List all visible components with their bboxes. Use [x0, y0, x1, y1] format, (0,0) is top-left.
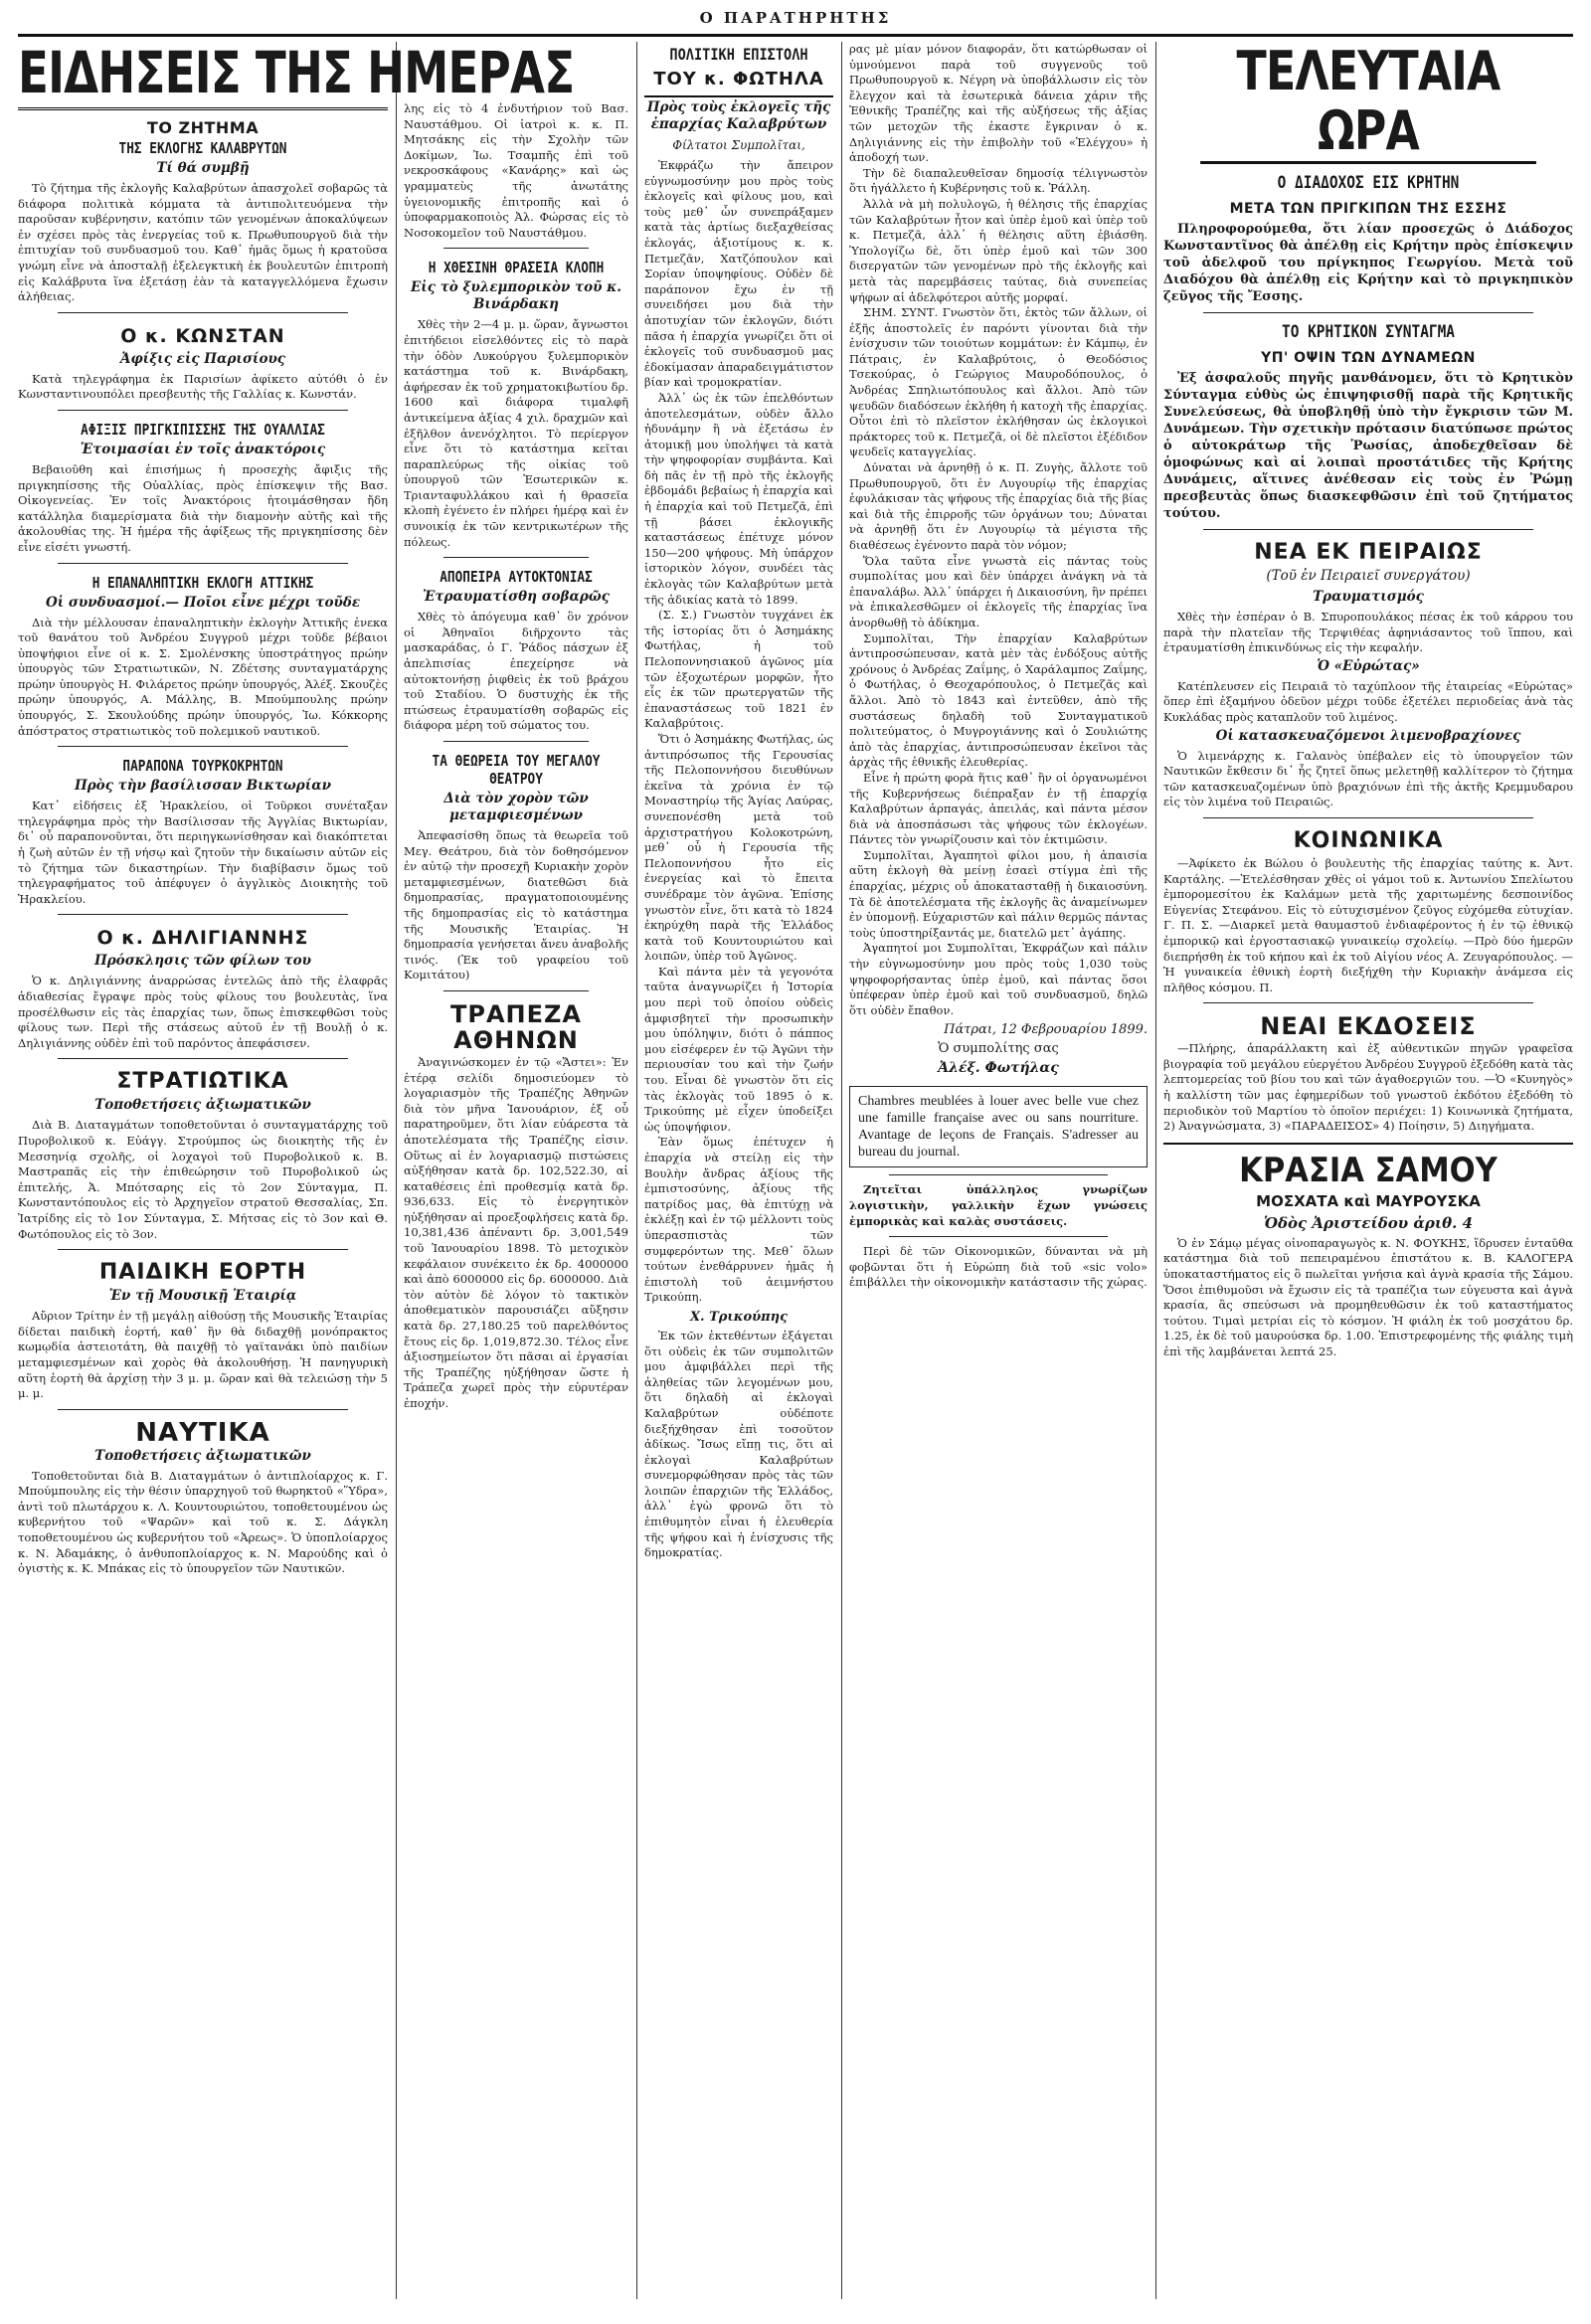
divider: [1203, 817, 1533, 818]
letter-author: ΤΟΥ κ. ΦΩΤΗΛΑ: [644, 67, 833, 97]
masthead-text: Ο ΠΑΡΑΤΗΡΗΤΗΣ: [699, 9, 892, 27]
ad-body: Ὁ ἐν Σάμῳ μέγας οἰνοπαραγωγὸς κ. Ν. ΦΟΥΚΗΣ, ἵδρυσεν ἐνταῦθα κατάστημα διὰ τοῦ πεπειραμένου ἐπιστάτου κ. Β. ΚΑΛΟΓΕΡΑ ὑποκαταστήματος εἰς ὃ πωλεῖται γνήσια καὶ ἁγνὰ κρασία τῆς Σάμου. Ὅσοι ἐπιθυμοῦσι νὰ ἔχωσιν εἰς τὰ τραπέζια των εὐγευστα καὶ ἀγνὰ κρασία, ἂς σπεύσωσι νὰ προμηθευθῶσιν ἐκ τοῦ καταστήματος τούτου. Τιμαὶ μετρίαι εἰς τὸ κόσμον. Ἡ φιάλη ἐκ τοῦ μοσχάτου δρ. 1.25, ἐκ δὲ τοῦ μαυρούσκα δρ. 1.00. Ἐπιστρεφομένης τῆς φιάλης τιμὴ ἐπὶ τῆς λαμβάνεται λεπτά 25.: [1163, 1235, 1573, 1358]
article-body: Χθὲς τὸ ἀπόγευμα καθ᾽ ὃν χρόνον οἱ Ἀθηναῖοι διῆρχοντο τὰς μασκαράδας, ὁ Γ. Ῥάδος πάσχων ἐξ ἀπελπισίας ἐπεχείρησε νὰ αὐτοκτονήσῃ ῥιφθεὶς ἐκ τοῦ βράχου τοῦ Σταδίου. Ὁ δυστυχὴς ἐκ τῆς πτώσεως ἐτραυματίσθη σοβαρῶς εἰς διάφορα μέρη τοῦ σώματος του.: [404, 610, 628, 733]
letter-closing: Ὁ συμπολίτης σας: [938, 1041, 1059, 1057]
column-divider: [1155, 42, 1156, 2299]
article-body: Τοποθετοῦνται διὰ Β. Διαταγμάτων ὁ ἀντιπλοίαρχος κ. Γ. Μπούμπουλης εἰς τὴν θέσιν ὑπαρχηγοῦ τοῦ θωρηκτοῦ «Ὕδρα», ἀντὶ τοῦ πλωτάρχου κ. Λ. Κουντουριώτου, τοποθετουμένου ὡς κυβερνήτου τοῦ «Ψαρῶν» καὶ τοῦ κ. Σ. Δάγκλη τοποθετουμένου ὡς κυβερνήτου τοῦ «Ἀρεως». Ὁ ὑποπλοίαρχος κ. Ν. Ἀδαμάκης, ὁ ἀνθυποπλοίαρχος κ. Ν. Μαρούδης καὶ ὁ ὀγιστὴς κ. Κ. Μπάκας εἰς τὸ ὑπουργεῖον τῶν Ναυτικῶν.: [18, 1468, 388, 1576]
article-body: Βεβαιοῦθη καὶ ἐπισήμως ἡ προσεχὴς ἄφιξις τῆς πριγκηπίσσης τῆς Οὐαλλίας, πρὸς ἐπίσκεψιν τῆς Βασ. Οἰκογενείας. Ἐν τοῖς Ἀνακτόροις ἡτοιμάσθησαν ἤδη κατάλληλα διαμερίσματα διὰ τὴν διαμονὴν αὐτῆς καὶ τῆς ἀκολουθίας της. Ἡ ἡμέρα τῆς ἀφίξεως τῆς πριγκηπίσσης δὲν εἶνε εἰσέτι γνωστή.: [18, 461, 388, 554]
article-subtitle: ΥΠ' ΟΨΙΝ ΤΩΝ ΔΥΝΑΜΕΩΝ: [1261, 350, 1476, 366]
article-body: Κατὰ τηλεγράφημα ἐκ Παρισίων ἀφίκετο αὐτόθι ὁ ἐν Κωνσταντινουπόλει πρεσβευτὴς τῆς Γαλλίας κ. Κωνστάν.: [18, 371, 388, 402]
article-body: Ὁ λιμενάρχης κ. Γαλανὸς ὑπέβαλεν εἰς τὸ ὑπουργεῖον τῶν Ναυτικῶν ἔκθεσιν δι᾽ ἧς ζητεῖ ὅπως μελετηθῇ καλλίτερον τὸ ζήτημα τῶν κατασκευαζομένων ὑπὸ βραχιόνων ἐπὶ τῆς ἀκτῆς Κρεμμυδαρου εἰς τὸν λιμένα τοῦ Πειραιῶς.: [1163, 748, 1573, 809]
letter-signature: Ἀλέξ. Φωτήλας: [938, 1060, 1059, 1077]
divider: [58, 1249, 348, 1250]
article-subtitle: Πρόσκλησις τῶν φίλων του: [93, 953, 312, 970]
letter-subtitle: Πρὸς τοὺς ἐκλογεῖς τῆς ἐπαρχίας Καλαβρύτων: [646, 99, 831, 132]
article-title: ΤΟ ΖΗΤΗΜΑ: [146, 118, 260, 137]
letter-body: (Σ. Σ.) Γνωστὸν τυγχάνει ἐκ τῆς ἱστορίας ὅτι ὁ Ἀσημάκης Φωτήλας, ἡ τοῦ Πελοποννησιακοῦ ἀγῶνος μία τῶν ἐξοχωτέρων μορφῶν, ἦτο εἷς ἐκ τῶν πρωτεργατῶν τῆς ἐπαναστάσεως τοῦ 1821 ἐν Καλαβρύτοις.: [644, 608, 833, 731]
article-kicker: Τί θά συμβῇ: [156, 160, 250, 176]
article-body: Ἀπεφασίσθη ὅπως τὰ θεωρεῖα τοῦ Μεγ. Θεάτρου, διὰ τὸν δοθησόμενον ἐν αὐτῷ τὴν προσεχῆ Κυριακὴν χορὸν μεταμφιεσμένων, διατεθῶσι διὰ δημοπρασίας, πραγματοποιουμένης τῆς δημοπρασίας εἰς τὸ κατάστημα τῆς Μουσικῆς Ἑταιρίας. Ἡ δημοπρασία γενήσεται ἄνευ ἀναβολῆς τινός. (Ἐκ τοῦ γραφείου τοῦ Κομιτάτου): [404, 828, 628, 983]
divider: [58, 1409, 348, 1410]
article-title: ΝΕΑ ΕΚ ΠΕΙΡΑΙΩΣ: [1254, 540, 1483, 565]
article-body: —Ἀφίκετο ἐκ Βώλου ὁ βουλευτὴς τῆς ἐπαρχίας ταύτης κ. Ἀντ. Καρτάλης. —Ἐτελέσθησαν χθὲς οἱ γάμοι τοῦ κ. Ἀντωνίου Σπελίωτου ἐμπορομεσίτου ἐκ Καλάμων μετὰ τῆς χαριτωμένης δεσποινίδος Εὐγενίας Στεφάνου. Εἰς τὸ εὐτυχισμένον ζεῦγος εὐχόμεθα εὐτυχίαν. Γ. Π. Σ. —Διαρκεῖ μετὰ θαυμαστοῦ ἐνδιαφέροντος ἡ ἐν τῷ ἐθνικῷ ἐμπορικῷ καὶ ἐργοστασιακῷ γυναικείῳ σχολείῳ. —Πρὸ δύο ἡμερῶν διεπρήσθη ἐκ τοῦ κήπου καὶ ἐκ τοῦ Αἰγίου νέος Α. Ζευγαρόπουλος. —Ἡ γυναικεία ἐθνικὴ ἑορτὴ διεξήχθη τὴν Κυριακὴν ἀνάμεσα εἰς πλῆθος κόσμου. Π.: [1163, 855, 1573, 994]
article-subtitle: Τραυματισμός: [1313, 589, 1424, 605]
ad-address: Ὁδὸς Ἀριστείδου ἀριθ. 4: [1263, 1213, 1474, 1232]
letter-body: Ὅλα ταῦτα εἶνε γνωστὰ εἰς πάντας τοὺς συμπολίτας μου καὶ δὲν ὑπάρχει ἀνάγκη νὰ τὰ ἐπαναλάβω. Ἀλλ᾽ ὑπάρχει ἡ Δικαιοσύνη, ἣν πρέπει νὰ ἐπικαλεσθῶμεν οἱ ἐκλογεῖς τῆς ἐπαρχίας ἵνα ἀνορθωθῇ τὸ ἀδίκημα.: [849, 553, 1148, 629]
letter-body: Ἀγαπητοί μοι Συμπολῖται, Ἐκφράζων καὶ πάλιν τὴν εὐγνωμοσύνην μου πρὸς τοὺς 1,030 τοὺς ψηφοφορήσαντας ὑπὲρ ἐμοῦ, καὶ πάντας ὅσοι ὑπέφεραν ὑπὲρ ἐμοῦ καὶ τοῦ συνδυασμοῦ, δηλῶ ὅτι οὐδὲν ἔπαθον.: [849, 941, 1148, 1017]
letter-body: Ὅτι ὁ Ἀσημάκης Φωτήλας, ὡς ἀντιπρόσωπος τῆς Γερουσίας τῆς Πελοποννήσου διευθύνων ἐκεῖνα τὰ χρόνια ἐν τῷ Μοναστηρίῳ τῆς Ἁγίας Λαύρας, συνεπονέσθη μετὰ τοῦ ἀρχιστρατήγου Κολοκοτρώνη, μεθ᾽ οὗ ἡ Γερουσία τῆς Πελοποννήσου ἦτο εἰς ἐνεργείας καὶ τὸ ἔπειτα συνέδραμε τὸν ἀγῶνα. Ἐπίσης γνωστὸν εἶνε, ὅτι κατὰ τὸ 1824 ἐκηρύχθη παρὰ τῆς Ἑλλάδος κατὰ τοῦ Κουντουριώτου καὶ λοιπῶν, ὑπὲρ τοῦ Ἀγῶνος.: [644, 731, 833, 964]
article-title: Ο ΔΙΑΔΟΧΟΣ ΕΙΣ ΚΡΗΤΗΝ: [1277, 173, 1460, 193]
letter-quoted-signature: Χ. Τρικούπης: [689, 1309, 789, 1325]
article-body: Κατέπλευσεν εἰς Πειραιᾶ τὸ ταχύπλοον τῆς ἑταιρείας «Εὐρώτας» ὅπερ ἐπὶ ἐξαμήνου ὁδεῦον μέχρι τοῦδε ἐξετέλει περιοδείας ἀνὰ τὰς Κυκλάδας πρὸς καταπλοῦν τοῦ λιμένος.: [1163, 678, 1573, 724]
news-banner: ΕΙΔΗΣΕΙΣ ΤΗΣ ΗΜΕΡΑΣ: [18, 42, 388, 110]
article-subtitle: Ἀφίξις εἰς Παρισίους: [119, 350, 286, 367]
article-body: Πληροφορούμεθα, ὅτι λίαν προσεχῶς ὁ Διάδοχος Κωνσταντῖνος θὰ ἀπέλθῃ εἰς Κρήτην πρὸς ἐπίσκεψιν τοῦ ἀδελφοῦ του πρίγκηπος Γεωργίου. Μετὰ τοῦ Διαδόχου θὰ ἀπέλθῃ εἰς Κρήτην καὶ τὸ πριγκηπικὸν ζεῦγος τῆς Ἔσσης.: [1163, 222, 1573, 304]
column-political-letter: [644, 42, 833, 2299]
wine-advertisement: [1163, 1143, 1573, 1360]
article-body: —Πλήρης, ἀπαράλλακτη καὶ ἐξ αὐθεντικῶν πηγῶν γραφεῖσα βιογραφία τοῦ μεγάλου εὐεργέτου Ἀνδρέου Συγγροῦ ἐξεδόθη κατὰ τὰς λεπτομερείας τοῦ βίου του καὶ τῶν ἀγαθοεργιῶν του. —Ὁ «Κυνηγὸς» ἡ καλλίστη τῶν μας ἐφημερίδων τοῦ γνωστοῦ ἐκδότου ἐξεδόθη τὸ περιοδικὸν τοῦ Μαρτίου τὸ ὁποῖον περιέχει: 1) Κοινωνικὰ ζητήματα, 2) Ἀναγνώσματα, 3) «ΠΑΡΑΔΕΙΣΟΣ» 4) Ποίησιν, 5) Διηγήματα.: [1163, 1041, 1573, 1134]
letter-body: Ἐκφράζω τὴν ἄπειρον εὐγνωμοσύνην μου πρὸς τοὺς ἐκλογεῖς καὶ φίλους μου, καὶ τοὺς μεθ᾽ ὧν συνεπράξαμεν κατὰ τὰς ἀρτίως διεξαχθείσας ἐκλογάς, ἀξιοτίμους κ. κ. Πετμεζᾶν, Χατζόπουλον καὶ Σορίαν ὑποψηφίους. Οὐδὲν δὲ παράπονον ἔχω ἐν τῇ συνειδήσει μου διὰ τὴν ἀποτυχίαν τῶν ἐκλογῶν, διότι πᾶσα ἡ ἐπαρχία γνωρίζει ὅτι οἱ ἐκλογεῖς τοῦ συνδυασμοῦ μας ἐδοκίμασαν ἀπαραδειγμάτιστον βίαν καὶ τρομοκρατίαν.: [644, 158, 833, 390]
column-latest-hour: [1163, 42, 1573, 2299]
article-title: ΑΦΙΞΙΣ ΠΡΙΓΚΙΠΙΣΣΗΣ ΤΗΣ ΟΥΑΛΛΙΑΣ: [81, 420, 325, 439]
column-divider: [636, 42, 637, 2299]
divider: [1203, 529, 1533, 530]
divider: [443, 990, 589, 991]
divider: [443, 557, 589, 558]
article-subtitle: Πρὸς τὴν βασίλισσαν Βικτωρίαν: [74, 778, 332, 795]
latest-hour-banner: ΤΕΛΕΥΤΑΙΑ ΩΡΑ: [1200, 42, 1536, 164]
letter-body: Συμπολῖται, Τὴν ἐπαρχίαν Καλαβρύτων ἀντιπροσώπευσαν, κατὰ μὲν τὰς ἐνδόξους αὐτῆς χρόνους ὁ Ἀνδρέας Ζαΐμης, ὁ Χαράλαμπος Ζαΐμης, ὁ Φωτήλας, ὁ Θεοχαρόπουλος, ὁ Πετμεζᾶς καὶ ἄλλοι. Ἀπὸ τὸ 1843 καὶ ἐντεῦθεν, ἀπὸ τῆς συστάσεως δηλαδὴ τοῦ Συνταγματικοῦ πολιτεύματος, ὁ Μυγρογιάννης καὶ ὁ Σουλιώτης ἀπὸ τὰς ἐπαρχίας, ἀντιπροσώπευσαν ἐκεῖνοι τὰς ἀρχὰς τῆς ἐθνικῆς ἐλευθερίας.: [849, 630, 1148, 770]
french-classified-ad: [849, 1086, 1148, 1167]
masthead: [18, 8, 1573, 34]
divider: [1203, 1002, 1533, 1003]
article-title: Η ΧΘΕΣΙΝΗ ΘΡΑΣΕΙΑ ΚΛΟΠΗ: [428, 259, 605, 277]
banner-spacer: [404, 42, 628, 101]
article-subtitle: Εἰς τὸ ξυλεμπορικὸν τοῦ κ. Βινάρδακη: [410, 279, 621, 313]
article-title: ΠΑΡΑΠΟΝΑ ΤΟΥΡΚΟΚΡΗΤΩΝ: [122, 757, 283, 776]
article-body: Ἐξ ἀσφαλοῦς πηγῆς μανθάνομεν, ὅτι τὸ Κρητικὸν Σύνταγμα εὐθὺς ὡς ἐπιψηφισθῇ παρὰ τῆς Κρητικῆς Συνελεύσεως, θὰ ὑποβληθῇ ὑπὸ τὴν ἔγκρισιν τῶν Μ. Δυνάμεων. Τὴν σχετικὴν πρότασιν διατύπωσε πρώτος ὁ αὐτοκράτωρ τῆς Ῥωσίας, ἀποδεχθεῖσαν δὲ ὁμοφώνως καὶ αἱ λοιπαὶ προστάτιδες τῆς Κρήτης Δυνάμεις, αἵτινες ἀνέθεσαν εἰς τοὺς ἐν Ῥώμῃ πρεσβευτὰς ὅπως διασκεφθῶσιν ἐπὶ τοῦ ζητήματος τούτου.: [1163, 371, 1573, 521]
ad-subtitle: ΜΟΣΧΑΤΑ καὶ ΜΑΥΡΟΥΣΚΑ: [1256, 1191, 1481, 1210]
divider: [58, 563, 348, 564]
article-byline: (Τοῦ ἐν Πειραιεῖ συνεργάτου): [1266, 568, 1471, 584]
article-title: ΤΑ ΘΕΩΡΕΙΑ ΤΟΥ ΜΕΓΑΛΟΥ ΘΕΑΤΡΟΥ: [432, 752, 601, 788]
classified-notice: Ζητεῖται ὑπάλληλος γνωρίζων λογιστικὴν, γαλλικὴν ἔχων γνώσεις ἐμπορικὰς καὶ καλὰς συστάσεις.: [849, 1182, 1148, 1228]
article-title: ΠΑΙΔΙΚΗ ΕΟΡΤΗ: [98, 1260, 307, 1286]
letter-body: Ἀλλ᾽ ὡς ἐκ τῶν ἐπελθόντων ἀποτελεσμάτων, οὐδὲν ἄλλο ἠδυνάμην ἢ νὰ ἐξετάσω ἐν ἀτομικῇ μου ὑπολήψει τὰ κατὰ τὴν ψηφοφορίαν συμβάντα. Καὶ δὴ πᾶς ἐν τῇ πρὸ τῆς ἐκλογῆς ἑβδομάδι βεβαίως ἡ ἐπαρχία καὶ ἡ ἐπαρχία καὶ τοῦ Πετμεζᾶ, ἐπὶ τῇ βάσει ἐκλογικῆς καταστάσεως ἐπέτυχε μόνον 150—200 ψήφους. Μὴ ὑπάρχον ἱστορικὸν λόγον, συνδέει τὰς ἐκλογὰς τῶν Καλαβρύτων μετὰ τῆς ἀδικίας κατὰ τὸ 1899.: [644, 390, 833, 607]
article-body: Χθὲς τὴν 2—4 μ. μ. ὥραν, ἄγνωστοι ἐπιτήδειοι εἰσελθόντες εἰς τὸ παρὰ τὴν ὁδὸν Λυκούργου ξυλεμπορικὸν κατάστημα τοῦ κ. Βινάρδακη, ἀφήρεσαν ἐκ τοῦ χρηματοκιβωτίου δρ. 1600 καὶ διάφορα τιμαλφῆ ἀντικείμενα ἀξίας 4 χιλ. δραχμῶν καὶ ἐξῆλθον ἀνενόχλητοι. Τὸ περίεργον εἶνε ὅτι τὸ κατάστημα κεῖται παραπλεύρως τῆς οἰκίας τοῦ ὑπουργοῦ τῶν Ἐσωτερικῶν κ. Τριανταφυλλάκου καὶ ἡ θρασεῖα κλοπὴ ἐγένετο ἐν πλήρει ἡμέρᾳ καὶ ἐν συνοικίᾳ ἐκ τῶν κεντρικωτέρων τῆς πόλεως.: [404, 317, 628, 549]
notice-body: Περὶ δὲ τῶν Οἰκονομικῶν, δύνανται νὰ μὴ φοβῶνται ὅτι ἡ Εὐρώπη διὰ τοῦ «sic volo» ἐπιβάλλει τὴν οἰκονομικὴν κατάστασιν τῆς χώρας.: [849, 1244, 1148, 1290]
letter-body: Τὴν δὲ διαπαλευθεῖσαν δημοσίᾳ τέλιγνωστὸν ὅτι ἠγάλλετο ἡ Κυβέρνησις τοῦ κ. Ῥάλλη.: [849, 165, 1148, 196]
divider: [443, 741, 589, 742]
article-body: λης εἰς τὸ 4 ἐνδυτήριον τοῦ Βασ. Ναυστάθμου. Οἱ ἰατροὶ κ. κ. Π. Μητσάκης εἰς τὴν Σχολὴν τῶν Δοκίμων, Ἰω. Τσαμπῆς ἐπὶ τοῦ νεκροσκάφους «Κανάρης» καὶ ὡς γραμματεὺς τῆς ἀνωτάτης ὑγειονομικῆς ἐπιτροπῆς καὶ ὁ ὑποφαρμακοποιὸς Ἀλ. Φώρσας εἰς τὸ Νοσοκομεῖον τοῦ Ναυστάθμου.: [404, 101, 628, 240]
article-title: Ο κ. ΚΩΝΣΤΑΝ: [120, 324, 285, 347]
divider: [443, 248, 589, 249]
article-body: Χθὲς τὴν ἑσπέραν ὁ Β. Σπυροπουλάκος πέσας ἐκ τοῦ κάρρου του παρὰ τὴν πλατεῖαν τῆς Τερψιθέας ἀφηνιάσαντος τοῦ ἵππου, καὶ ἐτραυματίσθη ἐπικινδύνως εἰς τὴν κεφαλήν.: [1163, 610, 1573, 655]
ad-title: ΚΡΑΣΙΑ ΣΑΜΟΥ: [1239, 1150, 1498, 1190]
article-subtitle: ΤΗΣ ΕΚΛΟΓΗΣ ΚΑΛΑΒΡΥΤΩΝ: [118, 139, 287, 157]
divider: [889, 1236, 1108, 1237]
article-body: Ὁ κ. Δηλιγιάννης ἀναρρώσας ἐντελῶς ἀπὸ τῆς ἐλαφρᾶς ἀδιαθεσίας ἔγραψε πρὸς τοὺς φίλους του βουλευτὰς, ἵνα προσέλθωσιν εἰς τὰς ἐπαρχίας των, ὅπως ἐπισκεφθῶσι τοὺς φίλους των. Περὶ τῆς στάσεως αὐτοῦ ἐν τῇ Βουλῇ ὁ κ. Δηλιγιάννης οὐδὲν ἐπὶ τοῦ παρόντος ἀπεφάσισεν.: [18, 974, 388, 1050]
article-title: ΝΑΥΤΙΚΑ: [135, 1417, 270, 1448]
column-letter-continued: [849, 42, 1148, 2299]
article-title: Η ΕΠΑΝΑΛΗΠΤΙΚΗ ΕΚΛΟΓΗ ΑΤΤΙΚΗΣ: [91, 573, 314, 592]
letter-body: ΣΗΜ. ΣΥΝΤ. Γνωστὸν ὅτι, ἐκτὸς τῶν ἄλλων, οἱ ἐξῆς ἀποστολεῖς ἐν παρόντι γίνονται διὰ τὴν ἐνίσχυσιν τῶν τοιούτων κομμάτων: ἐν Κάμπῳ, ἐν Πάτραις, ἐν Καλαβρύτοις, ὁ Θεοδόσιος Τσεκούρας, ὁ Γεώργιος Μαυροδόπουλος, ὁ Ἀνδρέας Σπηλιωτόπουλος καὶ ἄλλοι. Ἀπὸ τῶν ψευδῶν διαδόσεων ἐκλήθη ἡ κατοχὴ τῆς ἐπαρχίας. Οὗτοι ἐπὶ τὸ πλεῖστον ἐκλήθησαν ὡς ἐκλογικοὶ πράκτορες τοῦ κ. Πετμεζᾶ, οἱ δὲ πλεῖστοι ἐξέδιδον ψευδεῖς καταγγελίας.: [849, 305, 1148, 459]
divider: [58, 312, 348, 313]
article-body: Διὰ τὴν μέλλουσαν ἐπαναληπτικὴν ἐκλογὴν Ἀττικῆς ἐνεκα τοῦ θανάτου τοῦ Ἀνδρέου Συγγροῦ μέχρι τοῦδε βέβαιοι ὑποψήφιοι εἶνε οἱ κ. Σ. Σμολένσκης ὑποστράτηγος πρώην ὑπουργὸς τῶν Στρατιωτικῶν, Ν. Ζδέτσης συνταγματάρχης πρώην ὑπουργὸς Η. Φιλάρετος πρώην ὑπουργός, Ἀλέξ. Σκουζὲς πρώην ὑπουργός, Α. Μάλλης, Β. Μπούμπουλης πρώην ὑπουργός, Σ. Σκουλούδης πρώην ὑπουργός, Ἰω. Κόκκορης ἀπόστρατος στρατιωτικὸς τοῦ πολεμικοῦ ναυτικοῦ.: [18, 615, 388, 738]
article-body: Αὔριον Τρίτην ἐν τῇ μεγάλῃ αἰθούσῃ τῆς Μουσικῆς Ἑταιρίας δίδεται παιδικὴ ἑορτή, καθ᾽ ἣν θὰ διδαχθῇ μονόπρακτος κωμῳδία ἀστειοτάτη, θὰ παιχθῇ τὸ γαϊτανάκι ὑπὸ παιδίων μεταμφιεσμένων καὶ χορὸς θὰ ἀκολουθήσῃ. Ἡ πανηγυρικὴ αὕτη ἑορτὴ θὰ ἀρχίσῃ τὴν 3 μ. μ. ὥραν καὶ θὰ τελειώσῃ τὴν 5 μ. μ.: [18, 1309, 388, 1401]
divider: [1203, 312, 1533, 313]
letter-body: Καὶ πάντα μὲν τὰ γεγονότα ταῦτα ἀναγνωρίζει ἡ Ἱστορία μου περὶ τοῦ ὁποίου οὐδεὶς ἀμφισβητεῖ τὴν προσωπικὴν μου ὑπόληψιν, διότι ὁ πάππος μου εἰσέφερεν ἐν τῷ Ἀγῶνι τὴν περιουσίαν του καὶ τὴν ζωήν του. Εἶναι δὲ γνωστὸν ὅτι εἰς τὰς ἐκλογὰς τοῦ 1895 ὁ κ. Τρικούπης μὲ εἶχεν ὑποδείξει ὡς ὑποψήφιον.: [644, 964, 833, 1134]
article-title: ΣΤΡΑΤΙΩΤΙΚΑ: [116, 1069, 289, 1095]
letter-title: ΠΟΛΙΤΙΚΗ ΕΠΙΣΤΟΛΗ: [669, 45, 808, 64]
article-title: ΑΠΟΠΕΙΡΑ ΑΥΤΟΚΤΟΝΙΑΣ: [440, 568, 593, 587]
divider: [58, 746, 348, 747]
divider: [58, 1058, 348, 1059]
article-title: ΚΟΙΝΩΝΙΚΑ: [1293, 827, 1444, 853]
letter-body: Εἶνε ἡ πρώτη φορὰ ἥτις καθ᾽ ἣν οἱ ὀργανωμένοι τῆς Κυβερνήσεως διέπραξαν ἐν τῇ ἐπαρχίᾳ Καλαβρύτων ἁρπαγάς, ἀπειλάς, καὶ πάντα μέσον διὰ νὰ ἀποσπάσωσι τὰς ψήφους τῶν ἐκλογέων. Πάντες τὸν γνωρίζουσιν καὶ τὸν ἐκτιμῶσιν.: [849, 770, 1148, 847]
letter-body: ρας μὲ μίαν μόνον διαφοράν, ὅτι κατώρθωσαν οἱ ὑμνούμενοι παρὰ τοῦ συγγενοῦς τοῦ Πρωθυπουργοῦ κ. Νέγρη νὰ ὑποβάλλωσιν εἰς τὸν ἔλεγχον καὶ τὰ ἐσωτερικὰ δάνεια χάριν τῆς Ἐθνικῆς Τραπέζης καὶ τῆς αὐξήσεως τῆς ἀξίας τῶν μετοχῶν τῆς ἐκαστε ἔγκριναν ὁ κ. Δηλιγιάννης εἰς τὴν ἐπιβολὴν τοῦ «Ἐλέγχου» ἡ ἀποδοχή των.: [849, 42, 1148, 165]
article-title: Ο κ. ΔΗΛΙΓΙΑΝΝΗΣ: [96, 927, 309, 950]
article-subtitle: Τοποθετήσεις ἀξιωματικῶν: [94, 1447, 311, 1464]
article-subtitle: Τοποθετήσεις ἀξιωματικῶν: [94, 1097, 311, 1114]
divider: [58, 914, 348, 915]
article-title: ΤΡΑΠΕΖΑ ΑΘΗΝΩΝ: [450, 999, 582, 1054]
ad-text: Chambres meublées à louer avec belle vue chez une famille française avec ou sans nourriture. Avantage de leçons de Français. S'adresser au bureau du journal.: [858, 1094, 1139, 1161]
article-subtitle: Διὰ τὸν χορὸν τῶν μεταμφιεσμένων: [443, 791, 589, 823]
column-divider: [841, 42, 842, 2299]
letter-body: Ἀλλὰ νὰ μὴ πολυλογῶ, ἡ θέλησις τῆς ἐπαρχίας τῶν Καλαβρύτων ἦτον καὶ ὑπὲρ ἐμοῦ καὶ ὑπὲρ τοῦ κ. Πετμεζᾶ, ἀλλ᾽ ἡ θέλησις αὕτη ἐβιάσθη. Ὑπολογίζω δὲ, ὅτι ὑπὲρ ἐμοῦ καὶ τῶν 300 δισεργατῶν τῶν γενομένων πρὸ τῆς ἐκλογῆς καὶ μετὰ τὰς παρεμβάσεις ταύτας, διὰ συνεπείας ψήφων αἱ ἀδελφότεροι αὐτῆς μορφαί.: [849, 196, 1148, 304]
article-subtitle: ΜΕΤΑ ΤΩΝ ΠΡΙΓΚΙΠΩΝ ΤΗΣ ΕΣΣΗΣ: [1229, 201, 1507, 217]
article-title: ΝΕΑΙ ΕΚΔΟΣΕΙΣ: [1260, 1012, 1477, 1041]
article-subtitle: Ἐτραυματίσθη σοβαρῶς: [423, 589, 610, 606]
article-body-wrap: [1163, 370, 1573, 522]
column-divider: [396, 42, 397, 2299]
divider: [58, 410, 348, 411]
column-two: [404, 42, 628, 2299]
top-rule: [18, 34, 1573, 37]
article-subtitle: Ἑτοιμασίαι ἐν τοῖς ἀνακτόροις: [80, 441, 326, 457]
article-title: ΤΟ ΚΡΗΤΙΚΟΝ ΣΥΝΤΑΓΜΑ: [1281, 322, 1455, 342]
divider: [889, 1174, 1108, 1175]
letter-body: Ἐὰν ὅμως ἐπέτυχεν ἡ ἐπαρχία νὰ στείλῃ εἰς τὴν Βουλὴν ἄνδρας ἀξίους τῆς ἐμπιστοσύνης, ἀξίους τῆς πατρίδος μας, θὰ ἐπιτύχῃ νὰ ἐκλέξῃ καὶ ἐν τῷ μέλλοντι τοὺς ὑπερασπιστὰς τῶν συμφερόντων της. Μεθ᾽ ὅλων τούτων ἐνεθάρρυνεν ἡμᾶς ἡ ἐπιστολὴ τοῦ ἀειμνήστου Τρικούπη.: [644, 1135, 833, 1305]
article-subtitle: Οἱ συνδυασμοί.— Ποῖοι εἶνε μέχρι τοῦδε: [45, 594, 361, 611]
article-body: Κατ᾽ εἰδήσεις ἐξ Ἡρακλείου, οἱ Τοῦρκοι συνέταξαν τηλεγράφημα πρὸς τὴν Βασίλισσαν τῆς Ἀγγλίας Βικτωρίαν, δι᾽ οὗ παραπονοῦνται, ὅτι περιηγκωνίσθησαν καὶ διακόπτεται ἡ ζωὴ αὐτῶν ἐν τῇ νήσῳ καὶ ζητοῦν τὴν δικαίωσιν αὐτῶν εἰς τὸ ζήτημα τῶν δικαστηρίων. Τὴν διαβίβασιν ὅμως τοῦ τηλεγραφήματος τοῦ ἀπέφυγεν ὁ ἀγγλικὸς Διοικητὴς τοῦ Ἡρακλείου.: [18, 799, 388, 906]
article-body: Τὸ ζήτημα τῆς ἐκλογῆς Καλαβρύτων ἀπασχολεῖ σοβαρῶς τὰ διάφορα πολιτικὰ κόμματα τὰ ἀντιπολιτευόμενα τὴν παροῦσαν κυβέρνησιν, κατόπιν τῶν γενομένων ἀποκαλύψεων ἐν σχέσει πρὸς τὰς ἐνεργείας τοῦ κ. Πρωθυπουργοῦ διὰ τὴν ἐπιτυχίαν τοῦ συνδυασμοῦ του. Καθ᾽ ἡμᾶς ὅμως ἡ κρατοῦσα γνώμη εἶνε νὰ ἀποσταλῇ ἐξελεγκτικὴ ἐκ βουλευτῶν ἐπιτροπὴ εἰς Καλάβρυτα ἵνα ἐξετάσῃ ἐὰν τὰ καταγγελλόμενα ἔχωσιν ἀλήθειας.: [18, 181, 388, 304]
article-subtitle: Ἐν τῇ Μουσικῇ Ἑταιρίᾳ: [108, 1288, 297, 1305]
article-subtitle: Οἱ κατασκευαζόμενοι λιμενοβραχίονες: [1215, 727, 1521, 744]
article-body-wrap: [1163, 221, 1573, 305]
letter-place-date: Πάτραι, 12 Φεβρουαρίου 1899.: [944, 1022, 1148, 1038]
letter-body: Δύναται νὰ ἀρνηθῇ ὁ κ. Π. Ζυγὴς, ἄλλοτε τοῦ Πρωθυπουργοῦ, ὅτι ἐν Λυγουρίῳ τῆς ἐπαρχίας ἐφυλάκισαν τὰς ψήφους τῆς ἐπαρχίας διὰ τῆς βίας καὶ διὰ τῆς ἐπιρροῆς τῶν ὀργάνων του; Δύναται νὰ ἀρνηθῇ ὅτι ἐν Λυγουρίῳ τὰ μέγιστα τῆς διαθέσεως ἐγένοντο παρὰ τὸν νόμον;: [849, 460, 1148, 552]
article-body: Ἀναγινώσκομεν ἐν τῷ «Ἄστει»: Ἐν ἑτέρᾳ σελίδι δημοσιεύομεν τὸ λογαριασμὸν τῆς Τραπέζης Ἀθηνῶν διὰ τὸν μῆνα Ἰανουάριον, ἐξ οὗ παρατηροῦμεν, ὅτι λίαν εὐάρεστα τὰ ἀποτελέσματα τῆς Τραπέζης εἰσιν. Οὕτως αἱ ἐν λογαριασμῷ πιστώσεις αὐξήθησαν κατὰ δρ. 102,522.30, αἱ καταθέσεις ἐπὶ προθεσμίᾳ κατὰ δρ. 936,633. Εἰς τὸ ἐνεργητικὸν ηὐξήθησαν αἱ προεξοφλήσεις κατὰ δρ. 10,381,436 ἀπέναντι δρ. 3,001,549 τοῦ Ἰανουαρίου 1898. Τὸ μετοχικὸν κεφάλαιον συνέκειτο ἐκ δρ. 4000000 καὶ ἀπὸ 6000000 εἰς δρ. 6000000. Διὰ τὸν αὐτὸν δὲ λόγον τὸ τακτικὸν ἀποθεματικὸν παρουσιάζει αὔξησιν κατὰ δρ. 27,180.25 τοῦ παρελθόντος ἔτους εἰς δρ. 1,019,872.30. Τέλος εἶνε ἀξιοσημείωτον ὅτι πᾶσαι αἱ ἐργασίαι τῆς Τραπέζης ηὐξήθησαν ὥστε ἡ Τράπεζα χωρεῖ πρὸς τὴν εὐρυτέραν ἐποχήν.: [404, 1054, 628, 1410]
newspaper-page: [18, 8, 1573, 2313]
letter-body: Συμπολῖται, Ἀγαπητοὶ φίλοι μου, ἡ ἀπαισία αὕτη ἐκλογὴ θὰ μείνῃ ἐσαεὶ στίγμα ἐπὶ τῆς ἐπαρχίας, μέχρις οὗ ἀποκατασταθῇ ἡ δικαιοσύνη. Τὰ δὲ ἀποτελέσματα τῆς ἐκλογῆς ἂς ἀναμείνωμεν ἐν ὑπομονῇ. Εὐχαριστῶν καὶ πάλιν θερμῶς πάντας τοὺς ὑποστηρίξαντάς με, διατελῶ μετ᾽ ἀγάπης.: [849, 847, 1148, 940]
letter-body: Ἐκ τῶν ἐκτεθέντων ἐξάγεται ὅτι οὐδεὶς ἐκ τῶν συμπολιτῶν μου ἀμφιβάλλει περὶ τῆς ἀληθείας τῶν λεγομένων μου, ὅτι δηλαδὴ αἱ ἐκλογαὶ Καλαβρύτων οὐδέποτε διεξήχθησαν ἐπὶ τοσοῦτον ἀδίκως. Ἴσως εἴπῃ τις, ὅτι αἱ ἐκλογαὶ Καλαβρύτων συνεμορφώθησαν πρὸς τὰς τῶν λοιπῶν ἐπαρχιῶν τῆς Ἑλλάδος, ἀλλ᾽ ἐγὼ φρονῶ ὅτι τὸ ἐπιθυμητὸν εἶναι ἡ ἐλευθερία τῆς ψήφου καὶ ἡ ἐνίσχυσις τῆς δημοκρατίας.: [644, 1328, 833, 1560]
letter-salutation: Φίλτατοι Συμπολῖται,: [672, 138, 805, 152]
article-subtitle: Ὁ «Εὐρώτας»: [1317, 657, 1420, 674]
article-body: Διὰ Β. Διαταγμάτων τοποθετοῦνται ὁ συνταγματάρχης τοῦ Πυροβολικοῦ κ. Εὐάγγ. Στρούμπος ὡς διοικητὴς τῆς ἐν Μεσσηνίᾳ σχολῆς, οἱ λοχαγοὶ τοῦ Πυροβολικοῦ κ. Β. Μαστραπᾶς εἰς τὴν ἐπιθεώρησιν τοῦ Πυροβολικοῦ ὡς ἐπιτελής, Ἀ. Μπότσαρης εἰς τὸ 2ον Σύνταγμα, Π. Κωνσταντόπουλος εἰς τὸ Ἀρχηγεῖον στρατοῦ Θεσσαλίας, Σπ. Ἰατρίδης εἰς τὸ 1ον Σύνταγμα, Σ. Μήτσας εἰς τὸ 3ον καὶ Θ. Φωτόπουλος εἰς τὸ 3ον.: [18, 1118, 388, 1241]
